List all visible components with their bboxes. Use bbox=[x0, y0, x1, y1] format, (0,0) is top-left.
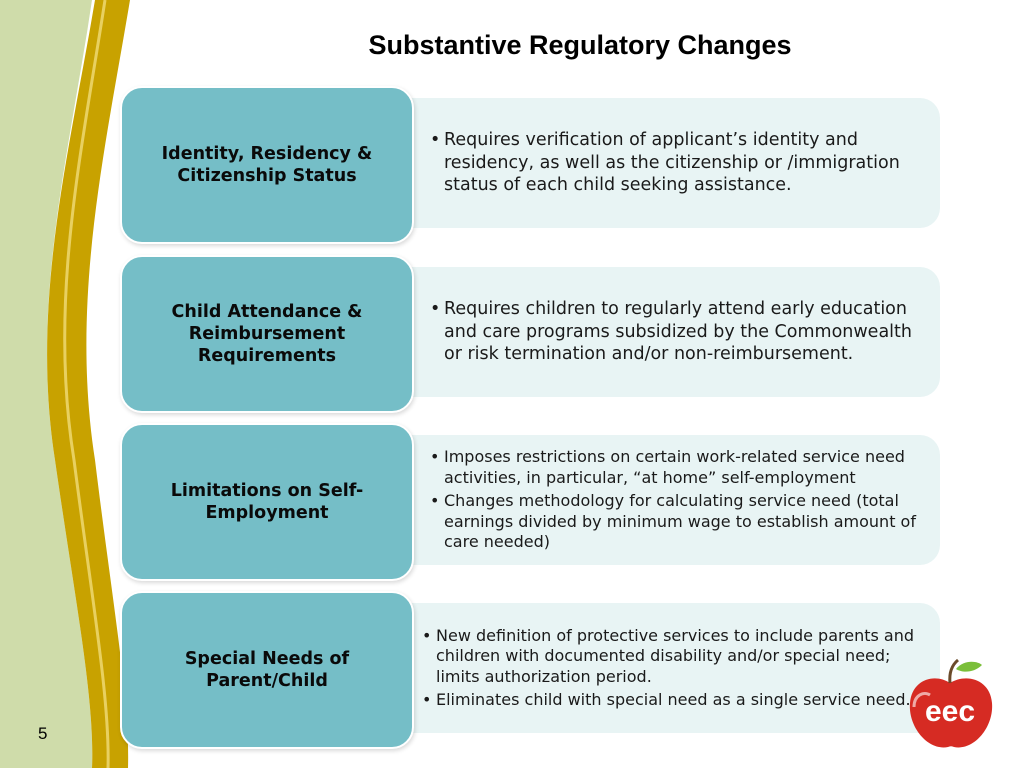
row-description bbox=[370, 98, 940, 228]
row-identity-residency bbox=[120, 86, 944, 244]
row-label: Child Attendance & Reimbursement Requirements bbox=[120, 255, 414, 413]
apple-logo-icon bbox=[900, 655, 1000, 755]
bullet-item: • Requires children to regularly attend early education and care programs subsidized by the Commonwealth or risk termination and/or non-reimbursement. bbox=[430, 298, 926, 366]
bullet-item: • Imposes restrictions on certain work-related service need activities, in particular, “at home” self-employment bbox=[430, 447, 926, 488]
row-description bbox=[370, 267, 940, 397]
bullet-item: • Changes methodology for calculating service need (total earnings divided by minimum wage to establish amount of care needed) bbox=[430, 491, 926, 553]
row-label: Special Needs of Parent/Child bbox=[120, 591, 414, 749]
page-number: 5 bbox=[38, 724, 48, 743]
logo-text: eec bbox=[924, 695, 976, 728]
bullet-item: • Requires verification of applicant’s identity and residency, as well as the citizenship or /immigration status of each child seeking assistance. bbox=[430, 129, 926, 197]
bullet-item: • Eliminates child with special need as a single service need. bbox=[422, 690, 926, 711]
row-label: Limitations on Self-Employment bbox=[120, 423, 414, 581]
row-description bbox=[370, 435, 940, 565]
row-self-employment bbox=[120, 423, 944, 581]
row-label: Identity, Residency & Citizenship Status bbox=[120, 86, 414, 244]
bullet-item: • New definition of protective services to include parents and children with documented disability and/or special need; limits authorization period. bbox=[422, 626, 926, 688]
slide-title: Substantive Regulatory Changes bbox=[368, 30, 792, 60]
row-child-attendance bbox=[120, 255, 944, 413]
row-special-needs bbox=[120, 591, 944, 749]
row-description bbox=[370, 603, 940, 733]
